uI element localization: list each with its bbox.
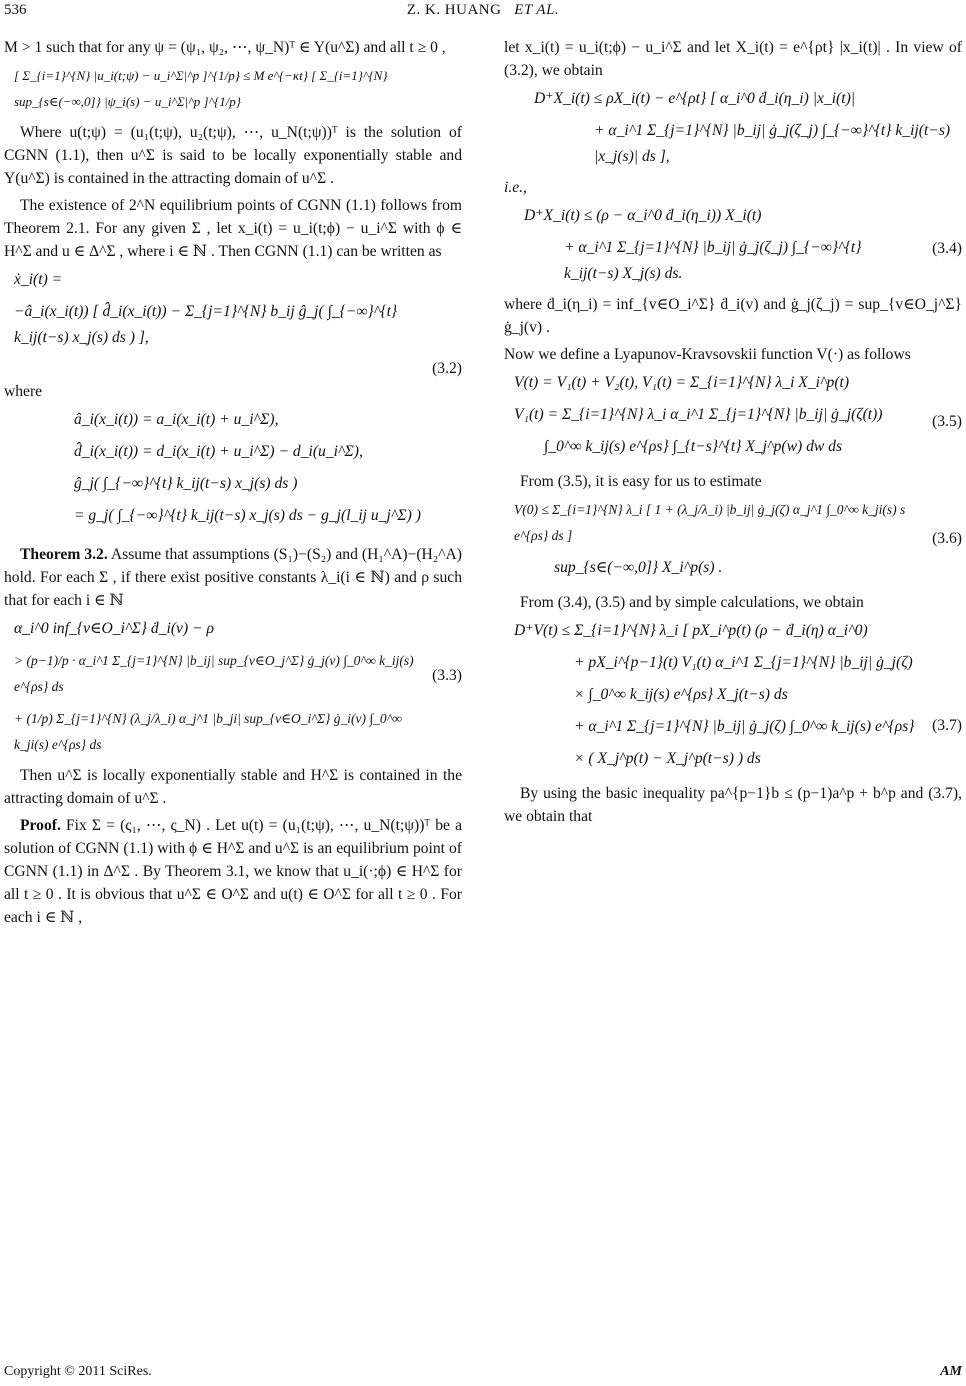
paragraph: Where u(t;ψ) = (u₁(t;ψ), u₂(t;ψ), ⋯, u_N(t;ψ))ᵀ is the solution of CGNN (1.1), then u^Σ is said to be locally exponentially stable and Y(u^Σ) is contained in the attracting domain of u^Σ . <box>4 124 462 187</box>
equation: sup_{s∈(−∞,0]} X_i^p(s) . <box>554 559 723 576</box>
equation: = g_j( ∫_{−∞}^{t} k_ij(t−s) x_j(s) ds − g_j(l_ij u_j^Σ) ) <box>74 507 421 524</box>
proof-text: Fix Σ = (ς₁, ⋯, ς_N) . Let u(t) = (u₁(t;ψ), ⋯, u_N(t;ψ))ᵀ be a solution of CGNN (1.1) with ϕ ∈ H^Σ and u^Σ is an equilibrium point of CGNN (1.1) in Δ^Σ . By Theorem 3.1, we know that u_i(·;ϕ) ∈ H^Σ for all t ≥ 0 . It is obvious that u^Σ ∈ O^Σ and u(t) ∈ O^Σ for all t ≥ 0 . For each i ∈ ℕ , <box>4 817 462 926</box>
paragraph: M > 1 such that for any ψ = (ψ₁, ψ₂, ⋯, ψ_N)ᵀ ∈ Y(u^Σ) and all t ≥ 0 , <box>4 39 446 56</box>
equation-block-3-6 <box>504 497 962 581</box>
equation-block-3-3 <box>4 616 462 758</box>
equation: [ Σ_{i=1}^{N} |u_i(t;ψ) − u_i^Σ|^p ]^{1/p} ≤ M e^{−κt} [ Σ_{i=1}^{N} sup_{s∈(−∞,0]} |ψ_i(s) − u_i^Σ|^p ]^{1/p} <box>14 68 388 109</box>
equation: D⁺X_i(t) ≤ ρX_i(t) − e^{ρt} [ α_i^0 ḋ_i(η_i) |x_i(t)| <box>534 90 856 107</box>
equation-number: (3.6) <box>932 530 962 547</box>
right-column <box>504 36 962 832</box>
paragraph: where <box>4 383 43 400</box>
paragraph: The existence of 2^N equilibrium points of CGNN (1.1) follows from Theorem 2.1. For any given Σ , let x_i(t) = u_i(t;ϕ) − u_i^Σ with ϕ ∈ H^Σ and u ∈ Δ^Σ , where i ∈ ℕ . Then CGNN (1.1) can be written as <box>4 197 462 260</box>
paragraph: Now we define a Lyapunov-Kravsovskii function V(·) as follows <box>504 346 911 363</box>
equation-number: (3.5) <box>932 413 962 430</box>
equation: ẋ_i(t) = <box>14 271 63 288</box>
running-head-authors: Z. K. HUANG <box>406 2 502 18</box>
equation: + (1/p) Σ_{j=1}^{N} (λ_j/λ_i) α_j^1 |b_ji| sup_{v∈O_i^Σ} ġ_i(v) ∫_0^∞ k_ji(s) e^{ρs} ds <box>14 711 402 752</box>
copyright: Copyright © 2011 SciRes. <box>4 1364 152 1379</box>
equation-block-3-5 <box>504 370 962 460</box>
equation-number: (3.2) <box>432 360 462 377</box>
theorem-3-2 <box>4 543 462 612</box>
equation-number: (3.7) <box>932 717 962 734</box>
proof <box>4 814 462 929</box>
journal-abbrev: AM <box>940 1364 962 1379</box>
page-header <box>0 0 966 30</box>
equation: + α_i^1 Σ_{j=1}^{N} |b_ij| ġ_j(ζ) ∫_0^∞ k_ij(s) e^{ρs} <box>574 718 915 735</box>
equation: > (p−1)/p · α_i^1 Σ_{j=1}^{N} |b_ij| sup_{v∈O_j^Σ} ġ_j(v) ∫_0^∞ k_ij(s) e^{ρs} ds <box>14 653 414 694</box>
running-head <box>0 2 966 19</box>
page-number: 536 <box>4 2 27 18</box>
equation: d̂_i(x_i(t)) = d_i(x_i(t) + u_i^Σ) − d_i(u_i^Σ), <box>74 443 363 460</box>
equation: V₁(t) = Σ_{i=1}^{N} λ_i α_i^1 Σ_{j=1}^{N} |b_ij| ġ_j(ζ(t)) <box>514 406 883 423</box>
ie-label: i.e., <box>504 179 527 196</box>
theorem-text: Assume that assumptions (S₁)−(S₂) and (H₁^A)−(H₂^A) hold. For each Σ , if there exist positive constants λ_i(i ∈ ℕ) and ρ such that for each i ∈ ℕ <box>4 546 462 609</box>
equation: −â_i(x_i(t)) [ d̂_i(x_i(t)) − Σ_{j=1}^{N} b_ij ĝ_j( ∫_{−∞}^{t} k_ij(t−s) x_j(s) ds ) ], <box>14 303 398 346</box>
page-footer <box>4 1364 962 1380</box>
equation: D⁺V(t) ≤ Σ_{i=1}^{N} λ_i [ pX_i^p(t) (ρ − ḋ_i(η) α_i^0) <box>514 622 868 639</box>
equation: + α_i^1 Σ_{j=1}^{N} |b_ij| ġ_j(ζ_j) ∫_{−∞}^{t} k_ij(t−s) |x_j(s)| ds ], <box>594 122 951 165</box>
equation: + α_i^1 Σ_{j=1}^{N} |b_ij| ġ_j(ζ_j) ∫_{−∞}^{t} k_ij(t−s) X_j(s) ds. <box>564 239 862 282</box>
equation: α_i^0 inf_{v∈O_i^Σ} ḋ_i(v) − ρ <box>14 620 214 637</box>
equation-number: (3.4) <box>932 240 962 257</box>
left-column <box>4 36 462 933</box>
equation: ∫_0^∞ k_ij(s) e^{ρs} ∫_{t−s}^{t} X_j^p(w) dw ds <box>544 438 843 455</box>
running-head-etal: ET AL. <box>514 2 560 18</box>
paragraph: From (3.5), it is easy for us to estimate <box>520 473 762 490</box>
theorem-label: Theorem 3.2. <box>20 546 108 563</box>
paragraph: Then u^Σ is locally exponentially stable and H^Σ is contained in the attracting domain of u^Σ . <box>4 767 462 807</box>
equation-block-3-4 <box>504 203 962 287</box>
equation: × ∫_0^∞ k_ij(s) e^{ρs} X_j(t−s) ds <box>574 686 788 703</box>
proof-label: Proof. <box>20 817 61 834</box>
equation: â_i(x_i(t)) = a_i(x_i(t) + u_i^Σ), <box>74 411 279 428</box>
paragraph: By using the basic inequality pa^{p−1}b ≤ (p−1)a^p + b^p and (3.7), we obtain that <box>504 785 962 825</box>
equation: ĝ_j( ∫_{−∞}^{t} k_ij(t−s) x_j(s) ds ) <box>74 475 298 492</box>
equation: V(t) = V₁(t) + V₂(t), V₁(t) = Σ_{i=1}^{N} λ_i X_i^p(t) <box>514 374 850 391</box>
equation: + pX_i^{p−1}(t) V₁(t) α_i^1 Σ_{j=1}^{N} |b_ij| ġ_j(ζ) <box>574 654 913 671</box>
paragraph: From (3.4), (3.5) and by simple calculations, we obtain <box>520 594 864 611</box>
equation: V(0) ≤ Σ_{i=1}^{N} λ_i [ 1 + (λ_j/λ_i) |b_ij| ġ_j(ζ) α_j^1 ∫_0^∞ k_ji(s) s e^{ρs} ds ] <box>514 502 906 543</box>
equation: D⁺X_i(t) ≤ (ρ − α_i^0 ḋ_i(η_i)) X_i(t) <box>524 207 762 224</box>
equation-number: (3.3) <box>432 667 462 684</box>
paragraph: where ḋ_i(η_i) = inf_{v∈O_i^Σ} ḋ_i(v) and ġ_j(ζ_j) = sup_{v∈O_j^Σ} ġ_j(v) . <box>504 296 962 336</box>
equation-block-3-7 <box>504 618 962 772</box>
equation-block-3-2 <box>4 299 462 380</box>
paragraph: let x_i(t) = u_i(t;ϕ) − u_i^Σ and let X_i(t) = e^{ρt} |x_i(t)| . In view of (3.2), we obtain <box>504 39 962 79</box>
equation: × ( X_j^p(t) − X_j^p(t−s) ) ds <box>574 750 761 767</box>
